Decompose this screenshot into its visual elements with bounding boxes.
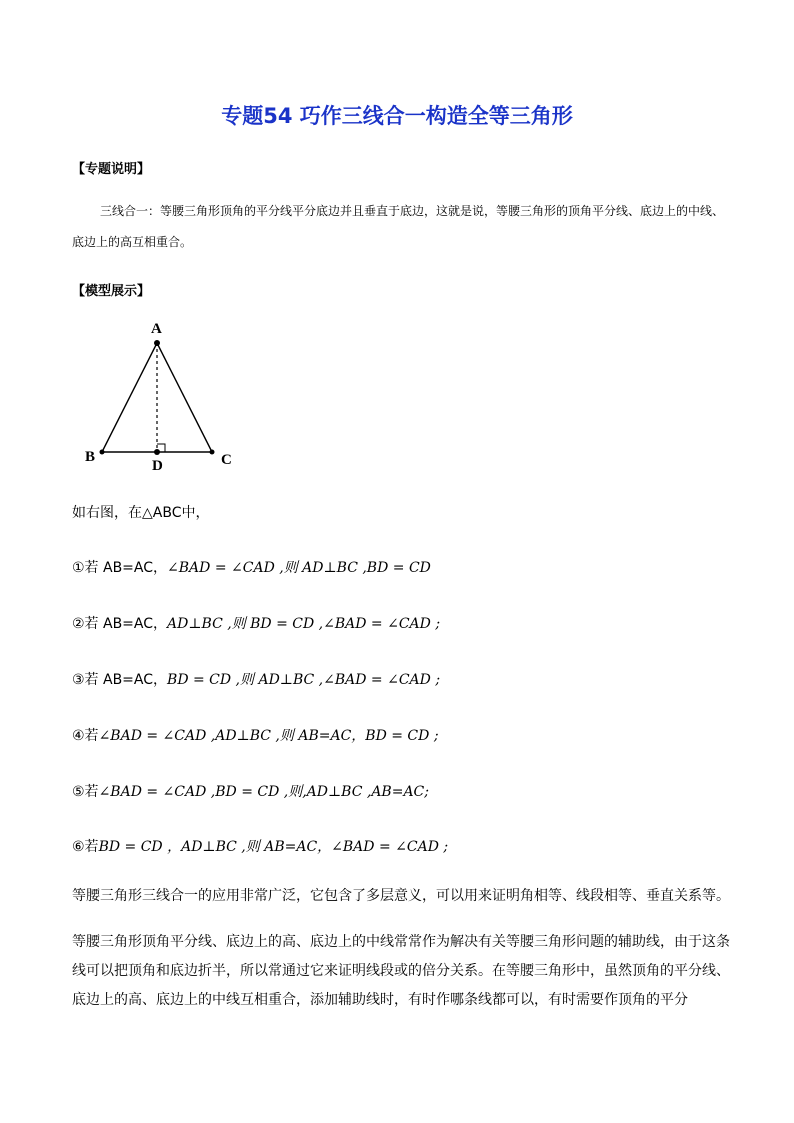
- statement-3-math: BD = CD ,则 AD⊥BC ,∠BAD = ∠CAD ;: [167, 672, 441, 688]
- intro-line: 如右图，在△ABC中，: [72, 505, 210, 521]
- statement-6-math: BD = CD ，AD⊥BC ,则 AB=AC，∠BAD = ∠CAD ;: [98, 839, 449, 855]
- statement-1-prefix: ①若 AB=AC，: [72, 560, 168, 576]
- statement-2-prefix: ②若 AB=AC，: [72, 616, 168, 632]
- statement-6: [72, 836, 448, 856]
- label-a: A: [151, 321, 162, 337]
- statement-5-math: ∠BAD = ∠CAD ,BD = CD ,则,AD⊥BC ,AB=AC;: [98, 784, 429, 800]
- label-d: D: [152, 458, 163, 474]
- point-a: [154, 340, 160, 346]
- label-c: C: [221, 452, 232, 468]
- paragraph-auxiliary-line: 等腰三角形顶角平分线、底边上的高、底边上的中线常常作为解决有关等腰三角形问题的辅助线，由于这条线可以把顶角和底边折半，所以常通过它来证明线段或的倍分关系。在等腰三角形中，虽然顶角的平分线、底边上的高、底边上的中线互相重合，添加辅助线时，有时作哪条线都可以，有时需要作顶角的平分: [72, 934, 730, 1008]
- description-paragraph: 三线合一：等腰三角形顶角的平分线平分底边并且垂直于底边，这就是说，等腰三角形的顶角平分线、底边上的中线、底边上的高互相重合。: [72, 204, 725, 249]
- statement-1-math: ∠BAD = ∠CAD ,则 AD⊥BC ,BD = CD: [167, 560, 431, 576]
- point-d: [154, 449, 160, 455]
- triangle-diagram: [80, 316, 250, 476]
- label-b: B: [85, 449, 96, 465]
- point-c: [210, 450, 215, 455]
- point-b: [100, 450, 105, 455]
- statement-2: [72, 613, 440, 633]
- paragraph-application: 等腰三角形三线合一的应用非常广泛，它包含了多层意义，可以用来证明角相等、线段相等、垂直关系等。: [72, 888, 730, 904]
- statement-3-prefix: ③若 AB=AC，: [72, 672, 168, 688]
- statement-4-math: ∠BAD = ∠CAD ,AD⊥BC ,则 AB=AC，BD = CD ;: [98, 728, 439, 744]
- statement-3: [72, 669, 440, 689]
- side-ac: [157, 343, 212, 452]
- statement-6-prefix: ⑥若: [72, 839, 99, 855]
- section-label-model: 【模型展示】: [72, 284, 151, 299]
- statement-4: [72, 725, 439, 745]
- statement-1: [72, 557, 431, 577]
- document-title: 专题54 巧作三线合一构造全等三角形: [221, 104, 573, 128]
- statement-5-prefix: ⑤若: [72, 784, 99, 800]
- statement-5: [72, 781, 429, 801]
- statement-4-prefix: ④若: [72, 728, 99, 744]
- statement-2-math: AD⊥BC ,则 BD = CD ,∠BAD = ∠CAD ;: [167, 616, 441, 632]
- side-ab: [102, 343, 157, 452]
- section-label-description: 【专题说明】: [72, 162, 151, 177]
